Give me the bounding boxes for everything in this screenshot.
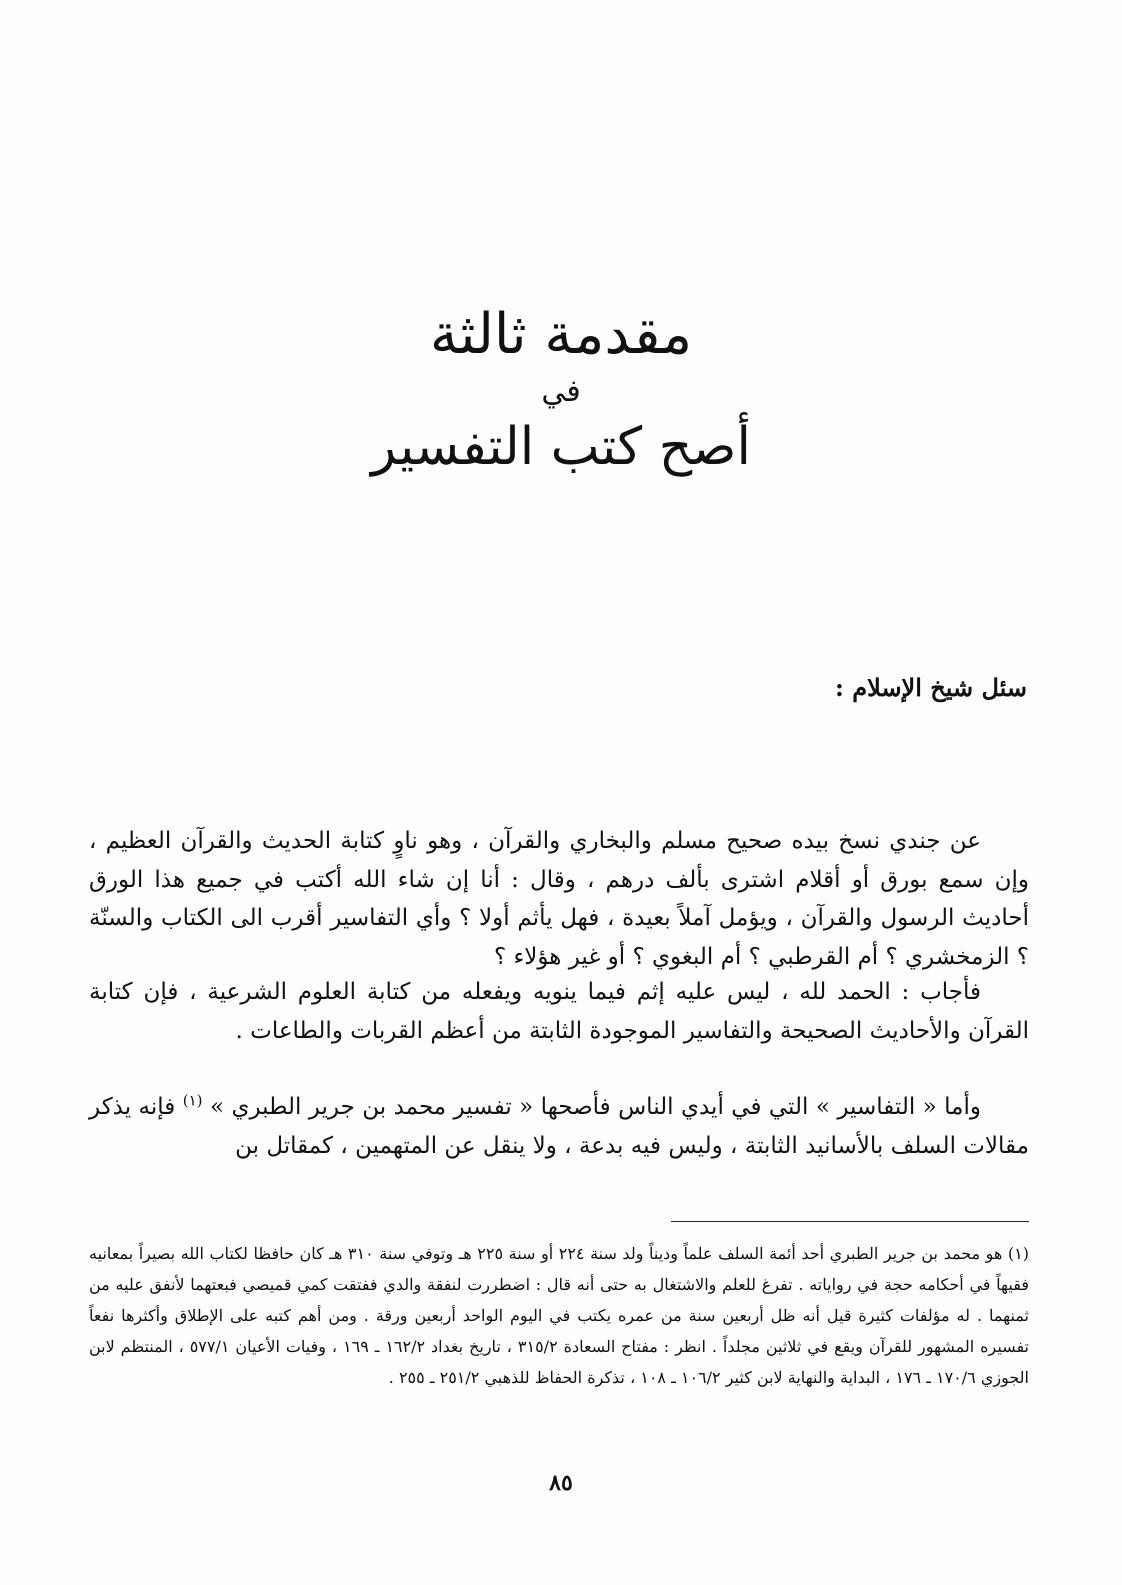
page-number: ٨٥ [549, 1470, 573, 1496]
footnote-text: (١) هو محمد بن جرير الطبري أحد أئمة السلف علماً وديناً ولد سنة ٢٢٤ أو سنة ٢٢٥ هـ وتوفي سنة ٣١٠ هـ كان حافظا لكتاب الله بصيراً بمعانيه فقيهاً في أحكامه حجة في رواياته . تفرغ للعلم والاشتغال به حتى أنه قال : اضطررت لنفقة والدي ففتقت كمي قميصي فبعتهما لأنفق عليه من ثمنهما . له مؤلفات كثيرة قيل أنه ظل أربعين سنة من عمره يكتب في اليوم الواحد أربعين ورقة . ومن أهم كتبه على الإطلاق وأكثرها نفعاً تفسيره المشهور للقرآن ويقع في ثلاثين مجلداً . انظر : مفتاح السعادة ٣١٥/٢ ، تاريخ بغداد ١٦٢/٢ ـ ١٦٩ ، وفيات الأعيان ٥٧٧/١ ، المنتظم لابن الجوزي ١٧٠/٦ ـ ١٧٦ ، البداية والنهاية لابن كثير ١٠٦/٢ ـ ١٠٨ ، تذكرة الحفاظ للذهبي ٢٥١/٢ ـ ٢٥٥ . [89, 1244, 1030, 1387]
title-line-2: في [541, 374, 581, 409]
paragraph-question-text: عن جندي نسخ بيده صحيح مسلم والبخاري والقرآن ، وهو ناوٍ كتابة الحديث والقرآن العظيم ، وإن سمع بورق أو أقلام اشترى بألف درهم ، وقال : أنا إن شاء الله أكتب في جميع هذا الورق أحاديث الرسول والقرآن ، ويؤمل آملاً بعيدة ، فهل يأثم أولا ؟ وأي التفاسير أقرب الى الكتاب والسنّة ؟ الزمخشري ؟ أم القرطبي ؟ أم البغوي ؟ أو غير هؤلاء ؟ [89, 828, 1029, 970]
title-line-1: مقدمة ثالثة [429, 302, 693, 367]
paragraph-answer-text: فأجاب : الحمد لله ، ليس عليه إثم فيما ينويه ويفعله من كتابة العلوم الشرعية ، فإن كتابة القرآن والأحاديث الصحيحة والتفاسير الموجودة الثابتة من أعظم القربات والطاعات . [89, 979, 1029, 1044]
paragraph-answer [89, 973, 1029, 1050]
paragraph-question [89, 822, 1029, 976]
paragraph-tafsir-text-start: وأما « التفاسير » التي في أيدي الناس فأصحها « تفسير محمد بن جرير الطبري » [209, 1094, 981, 1120]
title-line-3: أصح كتب التفسير [371, 417, 751, 477]
paragraph-tafsir-text-end: فإنه يذكر مقالات السلف بالأسانيد الثابتة ، وليس فيه بدعة ، ولا ينقل عن المتهمين ، كمقاتل بن [89, 1094, 1029, 1159]
paragraph-tafsir [89, 1088, 1029, 1165]
footnote-reference[interactable]: (١) [182, 1091, 203, 1110]
chapter-title [300, 298, 822, 482]
footnote-divider [671, 1221, 1029, 1222]
question-header: سئل شيخ الإسلام : [835, 673, 1027, 702]
